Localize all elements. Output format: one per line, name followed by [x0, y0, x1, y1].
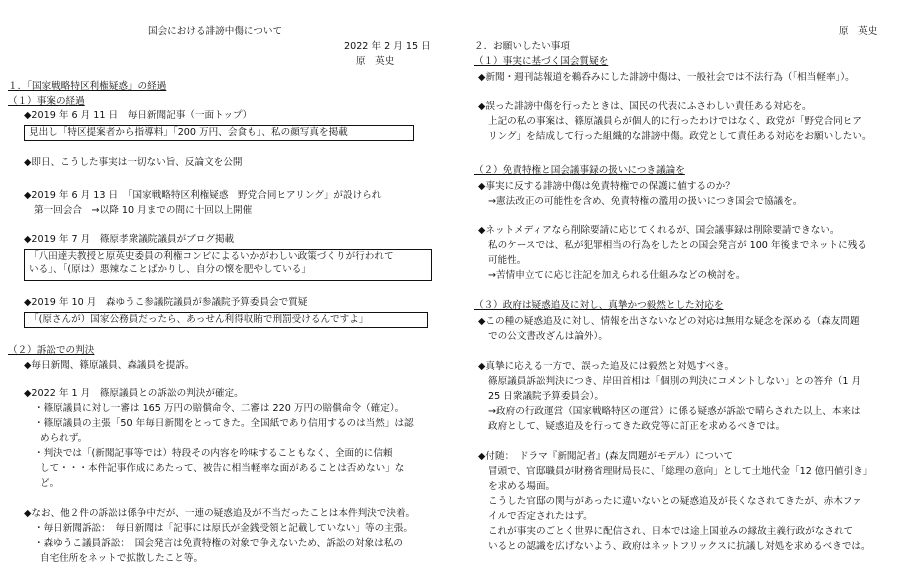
author-name-right: 原 英史: [839, 26, 878, 37]
event1-heading: ◆2019 年 6 月 11 日 毎日新聞記事（一面トップ）: [24, 110, 253, 121]
event4-heading: ◆2019 年 10 月 森ゆうこ参議院議員が参議院予算委員会で質疑: [24, 297, 308, 308]
request2-line: 可能性。: [488, 255, 527, 266]
request2-line: ◆事実に反する誹謗中傷は免責特権での保護に値するのか？: [478, 181, 735, 192]
lawsuit-line: して・・・本件記事作成にあたって、被告に相当軽率な面があることは否めない」な: [40, 463, 405, 474]
appendix-line: 冒頭で、官邸職員が財務省理財局長に、「総理の意向」として土地代金「12 億円値引き」: [488, 466, 873, 477]
request3-line: 政府として、疑惑追及を行ってきた政党等に訂正を求めるべきでは。: [488, 421, 786, 432]
event2-detail: 第一回会合 →以降 10 月までの間に十回以上開催: [34, 205, 253, 216]
subsection-lawsuit-title: （２）訴訟での判決: [8, 345, 95, 356]
document-date: 2022 年 2 月 15 日: [344, 41, 431, 52]
event3-quote-line1: 「八田達夫教授と原英史委員の利権コンビによるいかがわしい政策づくりが行われて: [29, 251, 394, 262]
lawsuit-line: ・森ゆうこ議員訴訟： 国会発言は免責特権の対象で争えないため、訴訟の対象は私の: [34, 538, 403, 549]
lawsuit-line: ◆なお、他２件の訴訟は係争中だが、一連の疑惑追及が不当だったことは本件判決で決着。: [24, 508, 416, 519]
request3-line: →政府の行政運営（国家戦略特区の運営）に係る疑惑が訴訟で晴らされた以上、本来は: [488, 406, 861, 417]
lawsuit-line: ◆2022 年 1 月 篠原議員との訴訟の判決が確定。: [24, 388, 244, 399]
event4-quote: 「(原さんが）国家公務員だったら、あっせん利得収賄で刑罰受けるんですよ」: [29, 314, 369, 325]
document-title: 国会における誹謗中傷について: [148, 26, 283, 37]
request1-line: リング」を結成して行った組織的な誹謗中傷。政党として責任ある対応をお願いしたい。: [488, 131, 872, 142]
appendix-line: いるとの認識を広げないよう、政府はネットフリックスに抗議し対処を求めるべきでは。: [488, 541, 871, 552]
section1-title: １．「国家戦略特区利権疑惑」の経過: [8, 81, 167, 92]
event1-quote-box: [24, 125, 414, 141]
section2-title: ２．お願いしたい事項: [474, 41, 570, 52]
request2-title: （２）免責特権と国会議事録の扱いにつき議論を: [474, 165, 685, 176]
request3-line: での公文書改ざんは論外）。: [488, 331, 608, 342]
request1-line: 上記の私の事案は、篠原議員らが個人的に行ったわけではなく、政党が「野党合同ヒア: [488, 116, 862, 127]
request3-line: ◆真摯に応える一方で、誤った追及には毅然と対処すべき。: [478, 361, 735, 372]
request2-line: 私のケースでは、私が犯罪相当の行為をしたとの国会発言が 100 年後までネットに残る: [488, 240, 867, 251]
event4-quote-box: [24, 312, 428, 328]
appendix-line: こうした官邸の関与があったに違いないとの疑惑追及が長くなされてきたが、赤木ファ: [488, 496, 862, 507]
appendix-line: を求める場面。: [488, 481, 556, 492]
request3-title: （３）政府は疑惑追及に対し、真摯かつ毅然とした対応を: [474, 300, 724, 311]
lawsuit-line: ◆毎日新聞、篠原議員、森議員を提訴。: [24, 360, 195, 371]
event2-heading: ◆2019 年 6 月 13 日 「国家戦略特区利権疑惑 野党合同ヒアリング」が設けられ: [24, 190, 382, 201]
request2-line: →憲法改正の可能性を含め、免責特権の濫用の扱いにつき国会で協議を。: [488, 196, 803, 207]
event1-rebuttal: ◆即日、こうした事実は一切ない旨、反論文を公開: [24, 157, 243, 168]
event1-quote: 見出し「特区提案者から指導料」「200 万円、会食も」、私の顔写真を掲載: [29, 127, 348, 138]
request1-title: （１）事実に基づく国会質疑を: [474, 56, 609, 67]
appendix-line: これが事実のごとく世界に配信され、日本では途上国並みの縁故主義行政がなされて: [488, 526, 854, 537]
event3-quote-box: [24, 249, 432, 281]
appendix-line: ◆付随： ドラマ『新聞記者』(森友問題がモデル）について: [478, 451, 734, 462]
author-name: 原 英史: [356, 56, 395, 67]
lawsuit-line: 自宅住所をネットで拡散したこと等。: [40, 553, 204, 564]
event3-heading: ◆2019 年 7 月 篠原孝衆議院議員がブログ掲載: [24, 234, 235, 245]
lawsuit-line: ・篠原議員の主張「50 年毎日新聞をとってきた。全国紙であり信用するのは当然」は認: [34, 418, 414, 429]
request1-line: ◆新聞・週刊誌報道を鵜呑みにした誹謗中傷は、一般社会では不法行為（「相当軽率」）。: [478, 72, 855, 83]
appendix-line: イルで否定されたはず。: [488, 511, 593, 522]
lawsuit-line: ・篠原議員に対し一審は 165 万円の賠償命令、二審は 220 万円の賠償命令（確定）。: [34, 403, 405, 414]
request3-line: ◆この種の疑惑追及に対し、情報を出さないなどの対応は無用な疑念を深める（森友問題: [478, 316, 860, 327]
lawsuit-line: ・毎日新聞訴訟： 毎日新聞は「記事には原氏が金銭受領と記載していない」等の主張。: [34, 523, 413, 534]
lawsuit-line: ・判決では「(新聞記事等では）特段その内容を吟味することもなく、全面的に信頼: [34, 448, 393, 459]
request2-line: ◆ネットメディアなら削除要請に応じてくれるが、国会議事録は削除要請できない。: [478, 225, 840, 236]
event3-quote-line2: いる」、「(原は）悪辣なことばかりし、自分の懐を肥やしている」: [29, 263, 311, 275]
request3-line: 篠原議員訴訟判決につき、岸田首相は「個別の判決にコメントしない」との答弁（1 月: [488, 376, 862, 387]
request3-line: 25 日衆議院予算委員会）。: [488, 391, 604, 402]
request2-line: →苦情申立てに応じ注記を加えられる仕組みなどの検討を。: [488, 270, 746, 281]
lawsuit-line: ど。: [40, 478, 60, 489]
lawsuit-line: められず。: [40, 433, 88, 444]
request1-line: ◆誤った誹謗中傷を行ったときは、国民の代表にふさわしい責任ある対応を。: [478, 101, 812, 112]
subsection-events-title: （１）事案の経過: [8, 96, 85, 107]
